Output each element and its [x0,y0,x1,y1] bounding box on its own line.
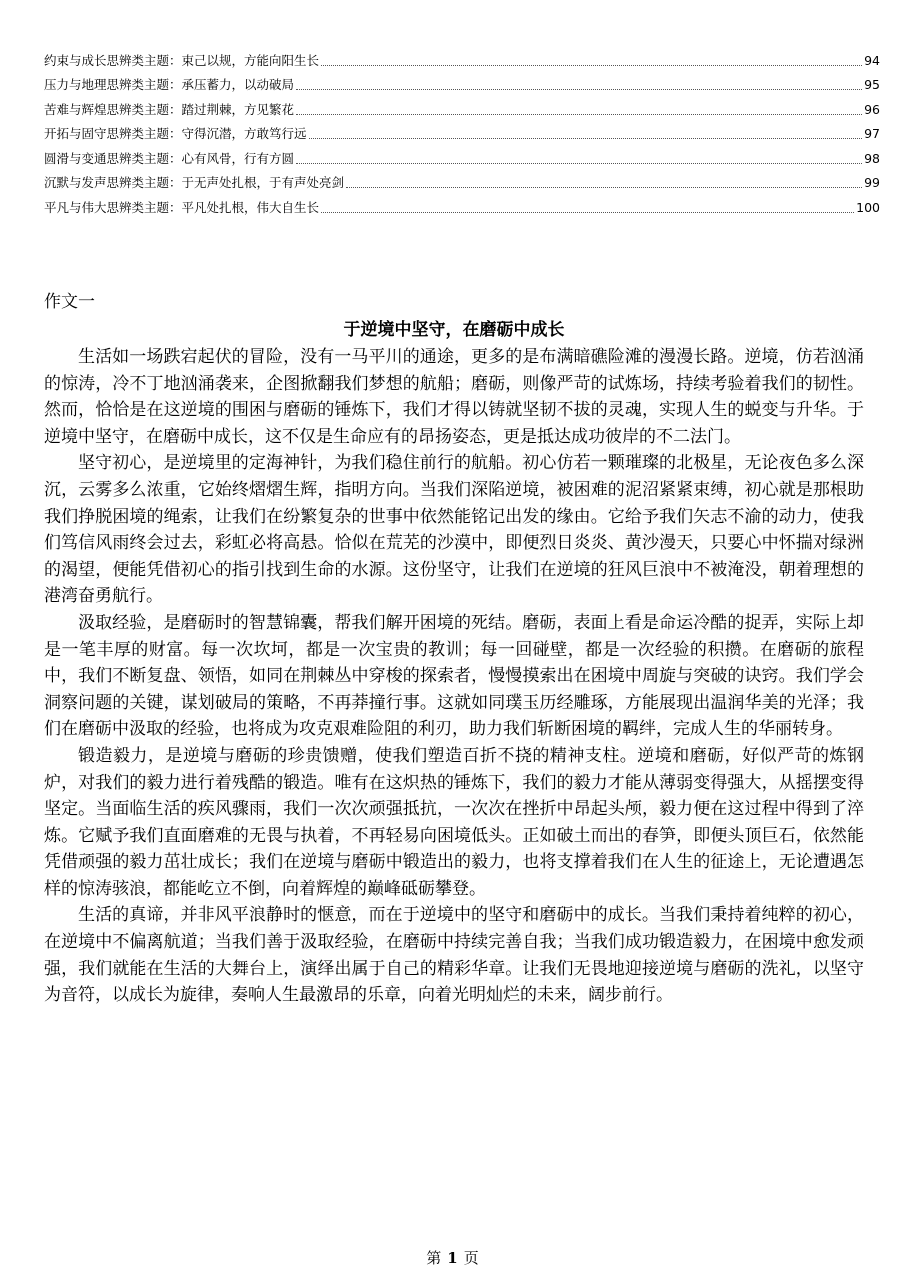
toc-entry-page: 98 [864,150,880,166]
toc-entry-title: 约束与成长思辨类主题：束己以规，方能向阳生长 [44,52,320,68]
toc-leader-dots [309,137,863,139]
toc-entry-title: 平凡与伟大思辨类主题：平凡处扎根，伟大自生长 [44,199,320,215]
essay-label: 作文一 [44,292,95,312]
toc-entry-page: 95 [864,77,880,92]
essay-paragraph: 坚守初心，是逆境里的定海神针，为我们稳住前行的航船。初心仿若一颗璀璨的北极星，无论夜色多么深沉，云雾多么浓重，它始终熠熠生辉，指明方向。当我们深陷逆境，被困难的泥沼紧紧束缚，初心就是那根助我们挣脱困境的绳索，让我们在纷繁复杂的世事中依然能铭记出发的缘由。它给予我们矢志不渝的动力，使我们笃信风雨终会过去，彩虹必将高悬。恰似在荒芜的沙漠中，即便烈日炎炎、黄沙漫天，只要心中怀揣对绿洲的渴望，便能凭借初心的指引找到生命的水源。这份坚守，让我们在逆境的狂风巨浪中不被淹没，朝着理想的港湾奋勇航行。 [44,453,864,607]
page-number-suffix: 页 [463,1249,479,1267]
toc-entry[interactable] [44,69,880,94]
toc-entry-title: 沉默与发声思辨类主题：于无声处扎根，于有声处亮剑 [44,175,345,190]
essay-paragraph: 锻造毅力，是逆境与磨砺的珍贵馈赠，使我们塑造百折不挠的精神支柱。逆境和磨砺，好似严苛的炼钢炉，对我们的毅力进行着残酷的锻造。唯有在这炽热的锤炼下，我们的毅力才能从薄弱变得强大，从摇摆变得坚定。当面临生活的疾风骤雨，我们一次次顽强抵抗，一次次在挫折中昂起头颅，毅力便在这过程中得到了淬炼。它赋予我们直面磨难的无畏与执着，不再轻易向困境低头。正如破土而出的春笋，即便头顶巨石，依然能凭借顽强的毅力茁壮成长；我们在逆境与磨砺中锻造出的毅力，也将支撑着我们在人生的征途上，无论遭遇怎样的惊涛骇浪，都能屹立不倒，向着辉煌的巅峰砥砺攀登。 [44,745,864,899]
essay-paragraph: 汲取经验，是磨砺时的智慧锦囊，帮我们解开困境的死结。磨砺，表面上看是命运冷酷的捉弄，实际上却是一笔丰厚的财富。每一次坎坷，都是一次宝贵的教训；每一回碰壁，都是一次经验的积攒。在磨砺的旅程中，我们不断复盘、领悟，如同在荆棘丛中穿梭的探索者，慢慢摸索出在困境中周旋与突破的诀窍。我们学会洞察问题的关键，谋划破局的策略，不再莽撞行事。这就如同璞玉历经雕琢，方能展现出温润华美的光泽；我们在磨砺中汲取的经验，也将成为攻克艰难险阻的利刃，助力我们斩断困境的羁绊，完成人生的华丽转身。 [44,612,864,740]
toc-leader-dots [321,64,862,66]
essay-paragraph: 生活的真谛，并非风平浪静时的惬意，而在于逆境中的坚守和磨砺中的成长。当我们秉持着纯粹的初心，在逆境中不偏离航道；当我们善于汲取经验，在磨砺中持续完善自我；当我们成功锻造毅力，在困境中愈发顽强，我们就能在生活的大舞台上，演绎出属于自己的精彩华章。让我们无畏地迎接逆境与磨砺的洗礼，以坚守为音符，以成长为旋律，奏响人生最激昂的乐章，向着光明灿烂的未来，阔步前行。 [44,905,864,1006]
essay-title: 于逆境中坚守，在磨砺中成长 [343,320,565,340]
toc-entry-page: 99 [864,175,880,190]
toc-entry[interactable] [44,142,880,167]
toc-entry-title: 开拓与固守思辨类主题：守得沉潜，方敢笃行远 [44,126,307,141]
toc-leader-dots [296,88,862,90]
toc-entry[interactable] [44,44,880,69]
toc-entry[interactable] [44,191,880,216]
toc-entry-page: 94 [864,52,880,68]
toc-leader-dots [296,162,862,164]
toc-leader-dots [321,211,854,213]
toc-entry-title: 压力与地理思辨类主题：承压蓄力，以动破局 [44,77,295,92]
table-of-contents [44,44,880,216]
page-number-prefix: 第 [426,1249,442,1267]
toc-leader-dots [296,113,862,115]
toc-entry-page: 97 [864,126,880,141]
essay-body [44,344,864,1009]
toc-entry[interactable] [44,167,880,192]
essay-paragraph: 生活如一场跌宕起伏的冒险，没有一马平川的通途，更多的是布满暗礁险滩的漫漫长路。逆境，仿若汹涌的惊涛，冷不丁地汹涌袭来，企图掀翻我们梦想的航船；磨砺，则像严苛的试炼场，持续考验着我们的韧性。然而，恰恰是在这逆境的围困与磨砺的锤炼下，我们才得以铸就坚韧不拔的灵魂，实现人生的蜕变与升华。于逆境中坚守，在磨砺中成长，这不仅是生命应有的昂扬姿态，更是抵达成功彼岸的不二法门。 [44,347,864,447]
toc-leader-dots [346,186,862,188]
toc-entry-page: 100 [856,199,880,215]
toc-entry-page: 96 [864,101,880,117]
toc-entry-title: 苦难与辉煌思辨类主题：踏过荆棘，方见繁花 [44,101,295,117]
page-number: 1 [447,1249,458,1267]
toc-entry[interactable] [44,118,880,143]
toc-entry-title: 圆滑与变通思辨类主题：心有风骨，行有方圆 [44,150,295,166]
toc-entry[interactable] [44,93,880,118]
page-number-footer [0,1248,905,1268]
